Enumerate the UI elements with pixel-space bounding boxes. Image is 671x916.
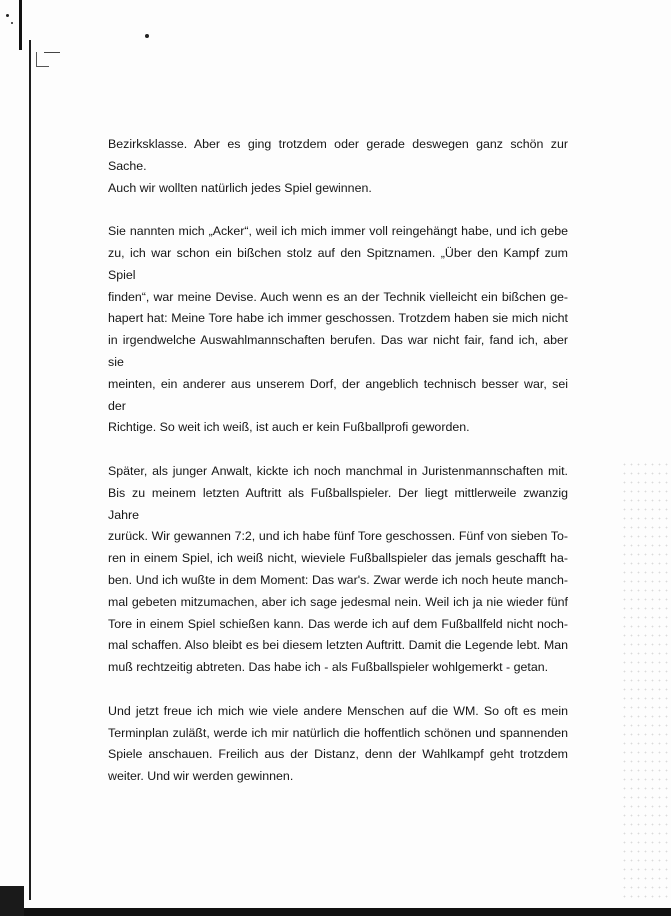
corner-crop-mark — [36, 52, 49, 67]
text-line: Und jetzt freue ich mich wie viele andere Menschen auf die WM. So oft es mein — [108, 703, 568, 718]
text-line: weiter. Und wir werden gewinnen. — [108, 769, 294, 784]
binding-edge-mark — [19, 0, 22, 50]
text-line: Terminplan zuläßt, werde ich mir natürlich die hoffentlich schönen und spannenden — [108, 725, 568, 740]
text-line: Tore in einem Spiel schießen kann. Das werde ich auf dem Fußballfeld nicht noch- — [108, 616, 568, 631]
text-line: Bezirksklasse. Aber es ging trotzdem oder gerade deswegen ganz schön zur Sache. — [108, 137, 568, 173]
scan-speck — [6, 14, 9, 17]
paragraph — [108, 701, 568, 788]
scan-speck — [11, 22, 13, 24]
bottom-left-scan-corner — [0, 886, 24, 916]
text-line: in irgendwelche Auswahlmannschaften berufen. Das war nicht fair, fand ich, aber sie — [108, 333, 568, 369]
scan-noise — [621, 460, 671, 900]
text-line: ben. Und ich wußte in dem Moment: Das war's. Zwar werde ich noch heute manch- — [108, 572, 568, 587]
text-line: finden“, war meine Devise. Auch wenn es an der Technik vielleicht ein bißchen ge- — [108, 289, 568, 304]
text-line: mal gebeten mitzumachen, aber ich sage jedesmal nein. Weil ich ja nie wieder fünf — [108, 594, 568, 609]
text-line: Spiele anschauen. Freilich aus der Distanz, denn der Wahlkampf geht trotzdem — [108, 747, 568, 762]
text-line: Später, als junger Anwalt, kickte ich noch manchmal in Juristenmannschaften mit. — [108, 463, 568, 478]
text-line: muß rechtzeitig abtreten. Das habe ich - als Fußballspieler wohlgemerkt - getan. — [108, 660, 549, 675]
text-line: Bis zu meinem letzten Auftritt als Fußballspieler. Der liegt mittlerweile zwanzig Jahre — [108, 485, 568, 522]
text-line: Richtige. So weit ich weiß, ist auch er kein Fußballprofi geworden. — [108, 420, 470, 435]
document-body — [108, 134, 568, 810]
text-line: ren in einem Spiel, ich weiß nicht, wieviele Fußballspieler das jemals geschafft ha- — [108, 551, 568, 566]
scan-speck — [145, 34, 149, 38]
text-line: mal schaffen. Also bleibt es bei diesem letzten Auftritt. Damit die Legende lebt. Man — [108, 638, 568, 653]
text-line: hapert hat: Meine Tore habe ich immer geschossen. Trotzdem haben sie mich nicht — [108, 311, 568, 326]
paragraph — [108, 461, 568, 679]
text-line: meinten, ein anderer aus unserem Dorf, der angeblich technisch besser war, sei der — [108, 376, 568, 413]
paragraph — [108, 221, 568, 439]
bottom-scan-edge — [0, 908, 671, 916]
paragraph — [108, 134, 568, 199]
text-line: zurück. Wir gewannen 7:2, und ich habe fünf Tore geschossen. Fünf von sieben To- — [108, 529, 568, 544]
top-margin-dash — [44, 52, 60, 53]
text-line: Sie nannten mich „Acker“, weil ich mich immer voll reingehängt habe, und ich gebe — [108, 224, 568, 239]
left-margin-rule — [29, 40, 31, 900]
text-line: zu, ich war schon ein bißchen stolz auf den Spitznamen. „Über den Kampf zum Spiel — [108, 245, 568, 282]
text-line: Auch wir wollten natürlich jedes Spiel gewinnen. — [108, 180, 372, 195]
